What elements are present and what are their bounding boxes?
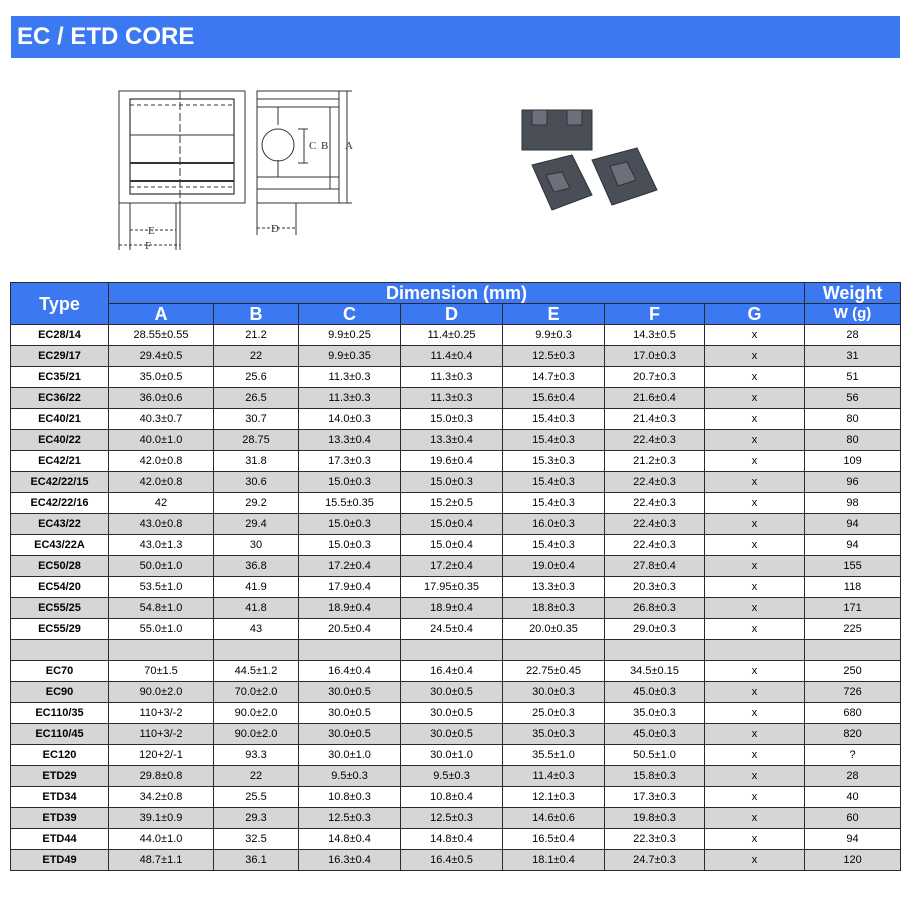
separator-cell [299, 640, 401, 661]
cell-w: 94 [805, 535, 901, 556]
cell-a: 50.0±1.0 [109, 556, 214, 577]
cell-a: 40.0±1.0 [109, 430, 214, 451]
cell-a: 90.0±2.0 [109, 682, 214, 703]
cell-g: x [705, 619, 805, 640]
cell-w: 171 [805, 598, 901, 619]
type-cell: EC54/20 [11, 577, 109, 598]
cell-f: 14.3±0.5 [605, 325, 705, 346]
table-row [11, 703, 901, 724]
cell-g: x [705, 724, 805, 745]
col-header-c: C [299, 304, 401, 325]
cell-c: 11.3±0.3 [299, 388, 401, 409]
cell-c: 20.5±0.4 [299, 619, 401, 640]
cell-w: 96 [805, 472, 901, 493]
cell-g: x [705, 367, 805, 388]
cell-f: 17.0±0.3 [605, 346, 705, 367]
table-row [11, 598, 901, 619]
cell-f: 24.7±0.3 [605, 850, 705, 871]
cell-b: 32.5 [214, 829, 299, 850]
cell-w: 80 [805, 430, 901, 451]
cell-g: x [705, 787, 805, 808]
cell-d: 11.3±0.3 [401, 388, 503, 409]
cell-a: 55.0±1.0 [109, 619, 214, 640]
cell-w: 155 [805, 556, 901, 577]
type-cell: EC110/45 [11, 724, 109, 745]
cell-e: 35.5±1.0 [503, 745, 605, 766]
cell-b: 30 [214, 535, 299, 556]
cell-f: 20.7±0.3 [605, 367, 705, 388]
cell-g: x [705, 535, 805, 556]
cell-w: 94 [805, 514, 901, 535]
cell-w: 726 [805, 682, 901, 703]
cell-f: 17.3±0.3 [605, 787, 705, 808]
cell-c: 18.9±0.4 [299, 598, 401, 619]
table-row [11, 808, 901, 829]
cell-c: 13.3±0.4 [299, 430, 401, 451]
cell-b: 90.0±2.0 [214, 703, 299, 724]
col-header-b: B [214, 304, 299, 325]
cell-c: 17.2±0.4 [299, 556, 401, 577]
cell-w: 118 [805, 577, 901, 598]
type-cell: EC28/14 [11, 325, 109, 346]
cell-b: 36.1 [214, 850, 299, 871]
cell-d: 14.8±0.4 [401, 829, 503, 850]
type-cell: EC110/35 [11, 703, 109, 724]
cell-c: 15.0±0.3 [299, 535, 401, 556]
core-product-photo [512, 100, 662, 230]
cell-b: 30.7 [214, 409, 299, 430]
cell-a: 48.7±1.1 [109, 850, 214, 871]
cell-c: 17.9±0.4 [299, 577, 401, 598]
cell-a: 28.55±0.55 [109, 325, 214, 346]
cell-d: 10.8±0.4 [401, 787, 503, 808]
cell-w: 109 [805, 451, 901, 472]
cell-b: 29.2 [214, 493, 299, 514]
cell-w: 28 [805, 325, 901, 346]
cell-f: 29.0±0.3 [605, 619, 705, 640]
cell-c: 17.3±0.3 [299, 451, 401, 472]
cell-f: 45.0±0.3 [605, 682, 705, 703]
cell-f: 27.8±0.4 [605, 556, 705, 577]
type-cell: EC43/22A [11, 535, 109, 556]
cell-a: 110+3/-2 [109, 724, 214, 745]
type-cell: EC43/22 [11, 514, 109, 535]
cell-b: 21.2 [214, 325, 299, 346]
cell-a: 42 [109, 493, 214, 514]
cell-d: 12.5±0.3 [401, 808, 503, 829]
cell-f: 50.5±1.0 [605, 745, 705, 766]
type-cell: EC70 [11, 661, 109, 682]
cell-c: 12.5±0.3 [299, 808, 401, 829]
cell-d: 17.2±0.4 [401, 556, 503, 577]
table-row [11, 346, 901, 367]
separator-cell [605, 640, 705, 661]
cell-f: 21.2±0.3 [605, 451, 705, 472]
cell-e: 16.0±0.3 [503, 514, 605, 535]
cell-w: 120 [805, 850, 901, 871]
dim-label-f: F [145, 240, 152, 252]
cell-a: 34.2±0.8 [109, 787, 214, 808]
cell-f: 26.8±0.3 [605, 598, 705, 619]
dimension-header: Dimension (mm) [109, 283, 805, 304]
cell-f: 22.4±0.3 [605, 430, 705, 451]
cell-d: 15.2±0.5 [401, 493, 503, 514]
cell-g: x [705, 388, 805, 409]
separator-cell [503, 640, 605, 661]
cell-e: 16.5±0.4 [503, 829, 605, 850]
cell-c: 14.0±0.3 [299, 409, 401, 430]
cell-a: 36.0±0.6 [109, 388, 214, 409]
cell-b: 93.3 [214, 745, 299, 766]
cell-a: 110+3/-2 [109, 703, 214, 724]
cell-e: 15.4±0.3 [503, 535, 605, 556]
cell-g: x [705, 346, 805, 367]
cell-d: 11.4±0.4 [401, 346, 503, 367]
cell-c: 15.0±0.3 [299, 514, 401, 535]
cell-w: 31 [805, 346, 901, 367]
separator-cell [401, 640, 503, 661]
type-cell: ETD34 [11, 787, 109, 808]
cell-w: 28 [805, 766, 901, 787]
cell-e: 14.6±0.6 [503, 808, 605, 829]
type-cell: ETD39 [11, 808, 109, 829]
cell-w: 56 [805, 388, 901, 409]
table-row [11, 514, 901, 535]
cell-f: 20.3±0.3 [605, 577, 705, 598]
cell-d: 16.4±0.4 [401, 661, 503, 682]
cell-b: 28.75 [214, 430, 299, 451]
cell-b: 90.0±2.0 [214, 724, 299, 745]
type-cell: ETD29 [11, 766, 109, 787]
cell-c: 16.3±0.4 [299, 850, 401, 871]
table-row [11, 787, 901, 808]
cell-g: x [705, 514, 805, 535]
table-row [11, 682, 901, 703]
cell-e: 15.3±0.3 [503, 451, 605, 472]
type-cell: EC55/25 [11, 598, 109, 619]
cell-f: 21.4±0.3 [605, 409, 705, 430]
cell-w: 80 [805, 409, 901, 430]
cell-e: 22.75±0.45 [503, 661, 605, 682]
cell-e: 18.8±0.3 [503, 598, 605, 619]
cell-d: 15.0±0.4 [401, 514, 503, 535]
cell-g: x [705, 430, 805, 451]
cell-e: 11.4±0.3 [503, 766, 605, 787]
cell-g: x [705, 850, 805, 871]
cell-a: 43.0±1.3 [109, 535, 214, 556]
cell-f: 22.3±0.3 [605, 829, 705, 850]
title-bar [11, 16, 900, 58]
type-cell: ETD44 [11, 829, 109, 850]
cell-b: 41.9 [214, 577, 299, 598]
cell-d: 24.5±0.4 [401, 619, 503, 640]
cell-e: 14.7±0.3 [503, 367, 605, 388]
cell-b: 36.8 [214, 556, 299, 577]
cell-a: 120+2/-1 [109, 745, 214, 766]
cell-a: 29.4±0.5 [109, 346, 214, 367]
type-cell: EC55/29 [11, 619, 109, 640]
cell-e: 30.0±0.3 [503, 682, 605, 703]
cell-g: x [705, 556, 805, 577]
page-title: EC / ETD CORE [17, 23, 195, 50]
table-row [11, 388, 901, 409]
col-header-e: E [503, 304, 605, 325]
cell-d: 30.0±0.5 [401, 703, 503, 724]
cell-c: 30.0±0.5 [299, 682, 401, 703]
table-row [11, 451, 901, 472]
core-spec-table [10, 282, 901, 871]
cell-f: 22.4±0.3 [605, 493, 705, 514]
cell-d: 15.0±0.3 [401, 409, 503, 430]
col-header-g: G [705, 304, 805, 325]
cell-w: ? [805, 745, 901, 766]
cell-e: 13.3±0.3 [503, 577, 605, 598]
table-row [11, 829, 901, 850]
cell-f: 19.8±0.3 [605, 808, 705, 829]
cell-w: 51 [805, 367, 901, 388]
table-row [11, 556, 901, 577]
type-cell: EC90 [11, 682, 109, 703]
cell-c: 16.4±0.4 [299, 661, 401, 682]
cell-g: x [705, 493, 805, 514]
type-cell: EC40/22 [11, 430, 109, 451]
type-cell: EC36/22 [11, 388, 109, 409]
cell-a: 43.0±0.8 [109, 514, 214, 535]
table-row [11, 493, 901, 514]
cell-a: 42.0±0.8 [109, 472, 214, 493]
cell-f: 35.0±0.3 [605, 703, 705, 724]
cell-a: 29.8±0.8 [109, 766, 214, 787]
table-row [11, 766, 901, 787]
cell-a: 40.3±0.7 [109, 409, 214, 430]
cell-c: 9.5±0.3 [299, 766, 401, 787]
cell-d: 9.5±0.3 [401, 766, 503, 787]
cell-a: 70±1.5 [109, 661, 214, 682]
cell-b: 29.4 [214, 514, 299, 535]
cell-w: 40 [805, 787, 901, 808]
cell-g: x [705, 472, 805, 493]
cell-g: x [705, 766, 805, 787]
cell-b: 22 [214, 766, 299, 787]
cell-e: 15.4±0.3 [503, 430, 605, 451]
cell-d: 16.4±0.5 [401, 850, 503, 871]
col-header-weight: W (g) [805, 304, 901, 325]
cell-a: 44.0±1.0 [109, 829, 214, 850]
cell-w: 60 [805, 808, 901, 829]
table-row [11, 661, 901, 682]
dim-label-e: E [148, 225, 155, 237]
cell-f: 22.4±0.3 [605, 472, 705, 493]
cell-g: x [705, 598, 805, 619]
cell-c: 15.0±0.3 [299, 472, 401, 493]
dim-label-c: C [309, 140, 317, 152]
cell-d: 19.6±0.4 [401, 451, 503, 472]
type-cell: EC29/17 [11, 346, 109, 367]
cell-g: x [705, 682, 805, 703]
table-row [11, 367, 901, 388]
cell-b: 43 [214, 619, 299, 640]
cell-c: 10.8±0.3 [299, 787, 401, 808]
cell-b: 25.6 [214, 367, 299, 388]
cell-c: 30.0±0.5 [299, 724, 401, 745]
cell-e: 12.5±0.3 [503, 346, 605, 367]
cell-g: x [705, 325, 805, 346]
cell-a: 42.0±0.8 [109, 451, 214, 472]
cell-d: 18.9±0.4 [401, 598, 503, 619]
table-separator-row [11, 640, 901, 661]
col-header-a: A [109, 304, 214, 325]
table-row [11, 745, 901, 766]
cell-b: 41.8 [214, 598, 299, 619]
cell-d: 30.0±1.0 [401, 745, 503, 766]
type-cell: ETD49 [11, 850, 109, 871]
cell-b: 22 [214, 346, 299, 367]
cell-d: 30.0±0.5 [401, 682, 503, 703]
cell-f: 21.6±0.4 [605, 388, 705, 409]
type-cell: EC42/22/15 [11, 472, 109, 493]
type-cell: EC120 [11, 745, 109, 766]
cell-e: 15.6±0.4 [503, 388, 605, 409]
cell-f: 15.8±0.3 [605, 766, 705, 787]
cell-e: 9.9±0.3 [503, 325, 605, 346]
cell-d: 11.3±0.3 [401, 367, 503, 388]
cell-d: 15.0±0.3 [401, 472, 503, 493]
table-row [11, 472, 901, 493]
cell-c: 9.9±0.25 [299, 325, 401, 346]
cell-w: 225 [805, 619, 901, 640]
cell-c: 11.3±0.3 [299, 367, 401, 388]
type-cell: EC42/22/16 [11, 493, 109, 514]
table-row [11, 619, 901, 640]
cell-c: 9.9±0.35 [299, 346, 401, 367]
cell-e: 15.4±0.3 [503, 472, 605, 493]
cell-a: 54.8±1.0 [109, 598, 214, 619]
cell-g: x [705, 829, 805, 850]
type-cell: EC35/21 [11, 367, 109, 388]
cell-e: 25.0±0.3 [503, 703, 605, 724]
type-cell: EC50/28 [11, 556, 109, 577]
table-row [11, 409, 901, 430]
cell-e: 12.1±0.3 [503, 787, 605, 808]
cell-f: 22.4±0.3 [605, 514, 705, 535]
cell-b: 44.5±1.2 [214, 661, 299, 682]
cell-e: 35.0±0.3 [503, 724, 605, 745]
table-row [11, 535, 901, 556]
table-row [11, 325, 901, 346]
weight-header: Weight [805, 283, 901, 304]
cell-f: 34.5±0.15 [605, 661, 705, 682]
cell-d: 11.4±0.25 [401, 325, 503, 346]
cell-e: 19.0±0.4 [503, 556, 605, 577]
type-cell: EC42/21 [11, 451, 109, 472]
cell-f: 45.0±0.3 [605, 724, 705, 745]
cell-d: 13.3±0.4 [401, 430, 503, 451]
cell-g: x [705, 745, 805, 766]
cell-b: 30.6 [214, 472, 299, 493]
cell-c: 30.0±1.0 [299, 745, 401, 766]
cell-g: x [705, 577, 805, 598]
cell-b: 70.0±2.0 [214, 682, 299, 703]
type-header: Type [11, 283, 109, 325]
col-header-d: D [401, 304, 503, 325]
cell-d: 15.0±0.4 [401, 535, 503, 556]
cell-c: 15.5±0.35 [299, 493, 401, 514]
separator-cell [705, 640, 805, 661]
col-header-f: F [605, 304, 705, 325]
separator-cell [11, 640, 109, 661]
cell-b: 31.8 [214, 451, 299, 472]
cell-e: 15.4±0.3 [503, 409, 605, 430]
cell-a: 53.5±1.0 [109, 577, 214, 598]
cell-g: x [705, 808, 805, 829]
cell-w: 94 [805, 829, 901, 850]
cell-a: 35.0±0.5 [109, 367, 214, 388]
cell-e: 20.0±0.35 [503, 619, 605, 640]
cell-g: x [705, 451, 805, 472]
cell-g: x [705, 409, 805, 430]
table-row [11, 724, 901, 745]
cell-b: 29.3 [214, 808, 299, 829]
separator-cell [214, 640, 299, 661]
cell-w: 820 [805, 724, 901, 745]
cell-g: x [705, 703, 805, 724]
dim-label-a: A [345, 140, 353, 152]
core-dimension-drawing [110, 85, 370, 260]
table-row [11, 577, 901, 598]
cell-w: 98 [805, 493, 901, 514]
cell-b: 26.5 [214, 388, 299, 409]
table-row [11, 430, 901, 451]
dim-label-b: B [321, 140, 329, 152]
cell-d: 17.95±0.35 [401, 577, 503, 598]
cell-c: 30.0±0.5 [299, 703, 401, 724]
cell-f: 22.4±0.3 [605, 535, 705, 556]
separator-cell [805, 640, 901, 661]
cell-e: 18.1±0.4 [503, 850, 605, 871]
separator-cell [109, 640, 214, 661]
type-cell: EC40/21 [11, 409, 109, 430]
cell-a: 39.1±0.9 [109, 808, 214, 829]
cell-w: 680 [805, 703, 901, 724]
dim-label-d: D [271, 223, 279, 235]
cell-d: 30.0±0.5 [401, 724, 503, 745]
cell-b: 25.5 [214, 787, 299, 808]
cell-e: 15.4±0.3 [503, 493, 605, 514]
cell-w: 250 [805, 661, 901, 682]
cell-g: x [705, 661, 805, 682]
table-row [11, 850, 901, 871]
cell-c: 14.8±0.4 [299, 829, 401, 850]
